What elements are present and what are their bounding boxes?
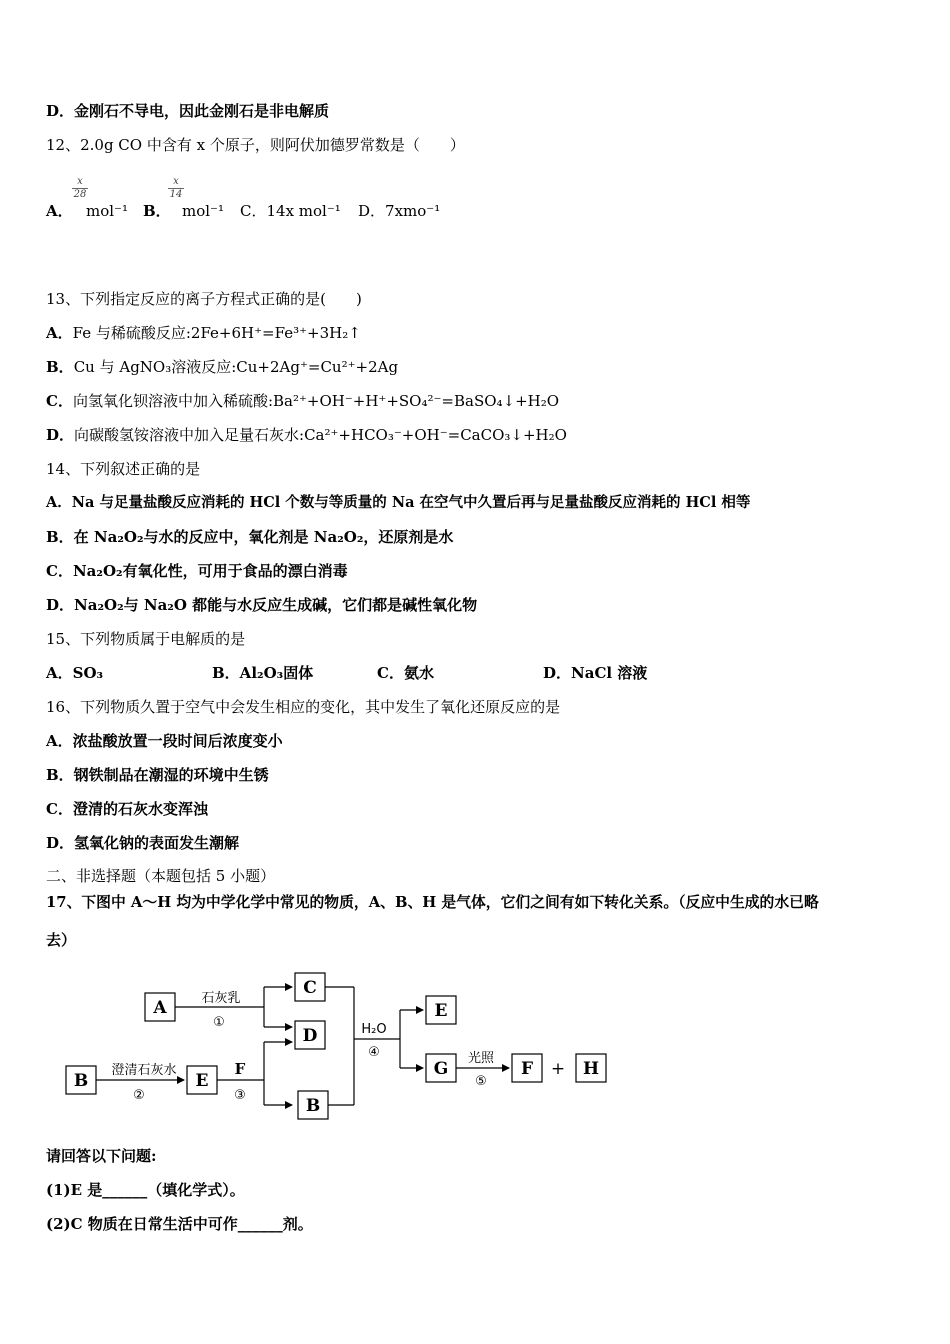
q13-stem: 13、下列指定反应的离子方程式正确的是( ) <box>46 290 362 308</box>
reaction-1-number: ① <box>213 1015 225 1030</box>
reaction-3-reagent: F <box>234 1060 246 1078</box>
q12-option-a-fraction <box>72 176 88 201</box>
q15-option-a: A．SO₃ <box>46 664 104 682</box>
reaction-2-reagent: 澄清石灰水 <box>111 1063 177 1078</box>
reaction-5-number: ⑤ <box>475 1074 487 1089</box>
node-c-label: C <box>303 978 317 998</box>
section-heading: 二、非选择题（本题包括 5 小题） <box>46 867 276 885</box>
q14-option-b: B．在 Na₂O₂与水的反应中，氧化剂是 Na₂O₂，还原剂是水 <box>46 528 454 546</box>
q12-option-a-denominator: 28 <box>73 189 87 200</box>
q13-option-d <box>46 425 567 445</box>
q13-option-a <box>46 323 361 343</box>
q11-option-d <box>46 101 329 121</box>
q11-option-d-text: 金刚石不导电，因此金刚石是非电解质 <box>74 102 330 120</box>
q17-stem-line2: 去） <box>46 931 77 949</box>
q13-option-c-text: 向氢氧化钡溶液中加入稀硫酸:Ba²⁺+OH⁻+H⁺+SO₄²⁻=BaSO₄↓+H₂O <box>72 392 560 410</box>
q17-prompt: 请回答以下问题: <box>46 1147 157 1165</box>
q16-stem: 16、下列物质久置于空气中会发生相应的变化，其中发生了氧化还原反应的是 <box>46 698 561 716</box>
q12-stem: 12、2.0g CO 中含有 x 个原子，则阿伏加德罗常数是（ ） <box>46 136 465 154</box>
reaction-5-condition: 光照 <box>467 1051 495 1066</box>
q12-option-b-denominator: 14 <box>169 189 183 200</box>
q17-sub-question-1: (1)E 是______（填化学式）。 <box>46 1181 245 1199</box>
q16-option-d: D．氢氧化钠的表面发生潮解 <box>46 834 240 852</box>
q17-flow-diagram <box>0 960 950 1130</box>
q15-option-d: D．NaCl 溶液 <box>543 664 648 682</box>
q12-option-b-unit: mol⁻¹ <box>182 202 224 220</box>
node-e-label-right: E <box>434 1001 448 1021</box>
reaction-4-reagent: H₂O <box>361 1022 387 1037</box>
q14-stem: 14、下列叙述正确的是 <box>46 460 201 478</box>
q13-option-a-text: Fe 与稀硫酸反应:2Fe+6H⁺=Fe³⁺+3H₂↑ <box>72 324 361 342</box>
reaction-1-reagent: 石灰乳 <box>201 991 241 1006</box>
q16-option-b: B．钢铁制品在潮湿的环境中生锈 <box>46 766 269 784</box>
q17-stem-line1: 17、下图中 A～H 均为中学化学中常见的物质，A、B、H 是气体，它们之间有如下转化关系。（反应中生成的水已略 <box>46 894 819 911</box>
q17-sub-question-2: (2)C 物质在日常生活中可作______剂。 <box>46 1215 313 1233</box>
q14-option-c: C．Na₂O₂有氧化性，可用于食品的漂白消毒 <box>46 562 348 580</box>
q13-option-a-label: A． <box>46 324 73 342</box>
reaction-2-number: ② <box>133 1088 145 1103</box>
node-h-label: H <box>582 1059 600 1079</box>
plus-sign: + <box>550 1059 566 1079</box>
node-d-label: D <box>302 1026 318 1046</box>
node-g-label: G <box>433 1059 449 1079</box>
q12-option-b-label: B． <box>143 202 171 220</box>
q12-option-b-fraction <box>168 176 184 201</box>
node-b-label-right: B <box>305 1096 321 1116</box>
q13-option-d-text: 向碳酸氢铵溶液中加入足量石灰水:Ca²⁺+HCO₃⁻+OH⁻=CaCO₃↓+H₂O <box>74 426 567 444</box>
q14-option-d: D．Na₂O₂与 Na₂O 都能与水反应生成碱，它们都是碱性氧化物 <box>46 596 478 614</box>
node-b-label: B <box>73 1071 89 1091</box>
q12-option-a-numerator: x <box>72 176 88 189</box>
q15-stem: 15、下列物质属于电解质的是 <box>46 630 246 648</box>
q16-option-a: A．浓盐酸放置一段时间后浓度变小 <box>46 732 283 750</box>
q15-option-b: B．Al₂O₃固体 <box>212 664 314 682</box>
q14-option-a: A．Na 与足量盐酸反应消耗的 HCl 个数与等质量的 Na 在空气中久置后再与足量盐酸反应消耗的 HCl 相等 <box>46 494 751 511</box>
q13-option-b <box>46 357 398 377</box>
node-e-label-left: E <box>195 1071 209 1091</box>
q12-option-a-label: A． <box>46 202 73 220</box>
node-a-label: A <box>153 998 167 1018</box>
q13-option-c <box>46 391 559 411</box>
reaction-4-number: ④ <box>368 1045 380 1060</box>
q13-option-b-text: Cu 与 AgNO₃溶液反应:Cu+2Ag⁺=Cu²⁺+2Ag <box>73 358 399 376</box>
reaction-3-number: ③ <box>234 1088 246 1103</box>
q13-option-b-label: B． <box>46 358 74 376</box>
q12-option-c: C．14x mol⁻¹ <box>240 202 341 220</box>
q12-option-a-unit: mol⁻¹ <box>86 202 128 220</box>
q16-option-c: C．澄清的石灰水变浑浊 <box>46 800 208 818</box>
q11-option-d-label: D． <box>46 102 75 120</box>
q12-option-b-numerator: x <box>168 176 184 189</box>
q15-option-c: C．氨水 <box>377 664 434 682</box>
q13-option-d-label: D． <box>46 426 75 444</box>
q12-option-d: D．7xmo⁻¹ <box>358 202 441 220</box>
node-f-label: F <box>520 1059 534 1079</box>
q13-option-c-label: C． <box>46 392 73 410</box>
